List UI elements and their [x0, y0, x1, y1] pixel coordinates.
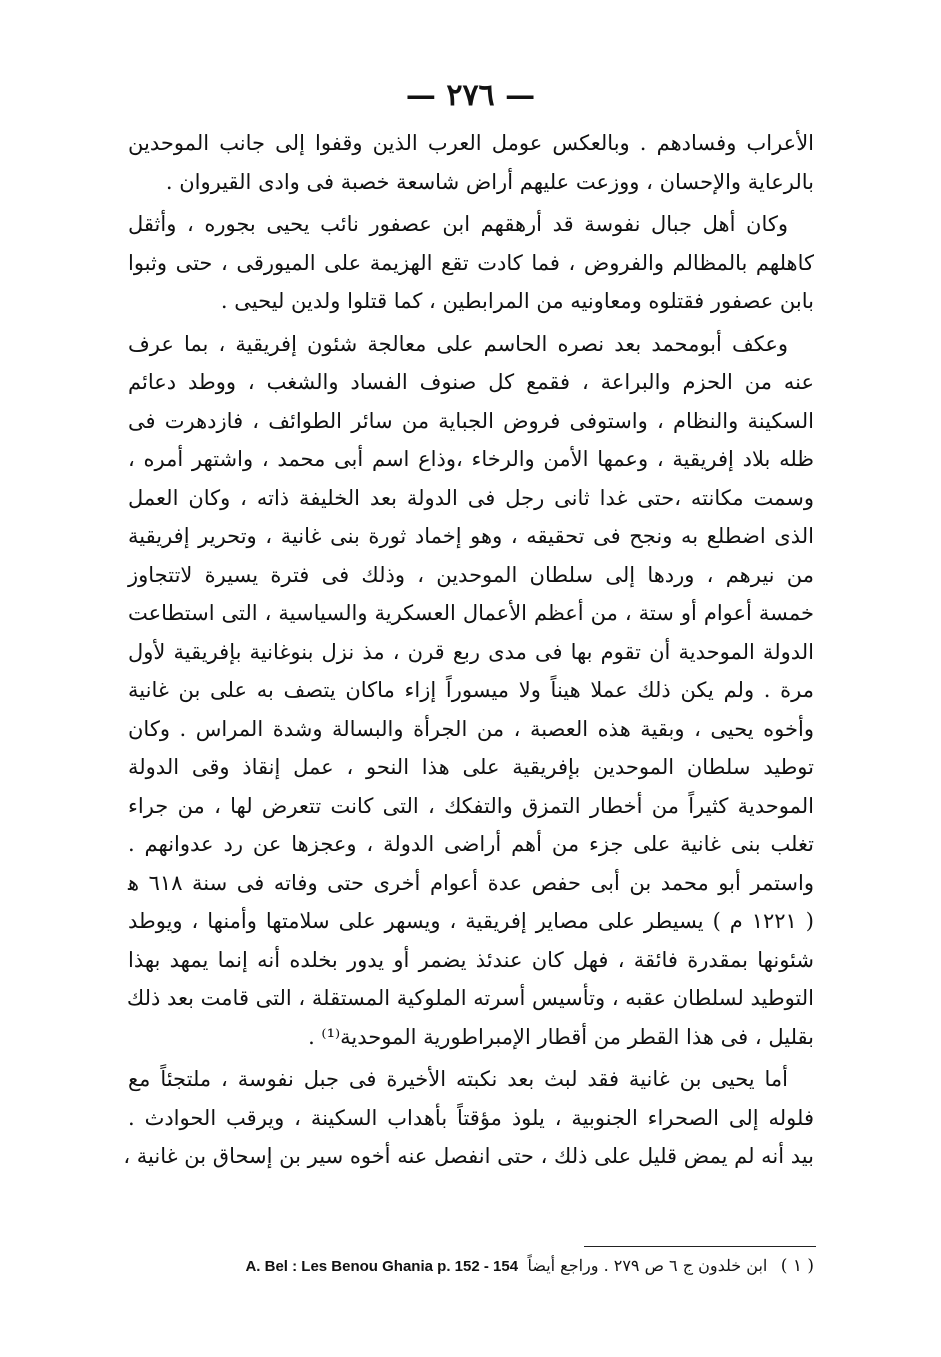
footnote-arabic-text: ابن خلدون ج ٦ ص ٢٧٩ . وراجع أيضاً [527, 1256, 768, 1275]
footnote-marker: ( ١ ) [780, 1256, 814, 1276]
text-line: تغلب بنى غانية على جزء من أهم أراضى الدولة ، وعجزها عن رد عدوانهم . [128, 832, 814, 856]
text-line: فلوله إلى الصحراء الجنوبية ، يلوذ مؤقتاً بأهداب السكينة ، ويرقب الحوادث . [128, 1105, 814, 1130]
text-line: وعكف أبومحمد بعد نصره الحاسم على معالجة شئون إفريقية ، بما عرف [128, 331, 788, 356]
footnote-divider [584, 1246, 816, 1247]
text-line: مرة . ولم يكن ذلك عملا هيناً ولا ميسوراً إزاء ماكان يتصف به على بن غانية [128, 678, 814, 702]
paragraph-3 [128, 325, 814, 1057]
text-line: وكان أهل جبال نفوسة قد أرهقهم ابن عصفور نائب يحيى بجوره ، وأثقل [128, 212, 788, 236]
text-line: بابن عصفور فقتلوه ومعاونيه من المرابطين ، كما قتلوا ولدين ليحيى . [220, 289, 814, 313]
text-line: كاهلهم بالمظالم والفروض ، فما كادت تقع الهزيمة على الميورقى ، حتى وثبوا [128, 250, 814, 275]
page-number: — ٢٧٦ — [405, 78, 536, 113]
text-line: التوطيد لسلطان عقبه ، وتأسيس أسرته الملوكية المستقلة ، التى قامت بعد ذلك [126, 986, 814, 1010]
paragraph-1 [128, 124, 814, 201]
text-line: وأخوه يحيى ، وبقية هذه العصبة ، من الجرأة والبسالة وشدة المراس . وكان [128, 716, 814, 741]
body-text [123, 124, 814, 1176]
text-line: توطيد سلطان الموحدين بإفريقية على هذا النحو ، عمل إنقاذ وقى الدولة [128, 755, 814, 779]
text-line: الموحدية كثيراً من أخطار التمزق والتفكك ، التى كانت تتعرض لها ، من جراء [128, 793, 814, 818]
paragraph-2 [128, 205, 814, 321]
text-line: بيد أنه لم يمض قليل على ذلك ، حتى انفصل عنه أخوه سير بن إسحاق بن غانية ، [123, 1144, 814, 1168]
text-line: شئونها بمقدرة فائقة ، فهل كان عندئذ يضمر أو يدور بخلده أنه إنما يمهد بهذا [128, 947, 814, 972]
footnote [128, 1256, 814, 1286]
text-line: الذى اضطلع به ونجح فى تحقيقه ، وهو إخماد ثورة بنى غانية ، وتحرير إفريقية [128, 524, 814, 548]
text-line: بالرعاية والإحسان ، ووزعت عليهم أراض شاسعة خصبة فى وادى القيروان . [165, 169, 814, 194]
text-line: السكينة والنظام ، واستوفى فروض الجباية من سائر الطوائف ، فازدهرت فى [128, 408, 814, 433]
text-line: خمسة أعوام أو ستة ، من أعظم الأعمال العسكرية والسياسية ، التى استطاعت [128, 601, 814, 625]
text-line: أما يحيى بن غانية فقد لبث بعد نكبته الأخيرة فى جبل نفوسة ، ملتجئاً مع [128, 1067, 788, 1091]
footnote-latin-reference: A. Bel : Les Benou Ghania p. 152 - 154 [245, 1258, 519, 1275]
text-line: وسمت مكانته ،حتى غدا ثانى رجل فى الدولة بعد الخليفة ذاته ، وكان العمل [128, 485, 814, 510]
text-line: بقليل ، فى هذا القطر من أقطار الإمبراطورية الموحدية⁽¹⁾ . [308, 1024, 814, 1049]
text-line: من نيرهم ، وردها إلى سلطان الموحدين ، وذلك فى فترة يسيرة لاتتجاوز [128, 562, 814, 587]
text-line: عنه من الحزم والبراعة ، فقمع كل صنوف الفساد والشغب ، ووطد دعائم [128, 370, 814, 394]
text-line: ( ١٢٢١ م ) يسيطر على مصاير إفريقية ، ويسهر على سلامتها وأمنها ، ويوطد [128, 909, 814, 933]
text-line: واستمر أبو محمد بن أبى حفص عدة أعوام أخرى حتى وفاته فى سنة ٦١٨ ﻫ [128, 870, 814, 895]
text-line: ظله بلاد إفريقية ، وعمها الأمن والرخاء ،وذاع اسم أبى محمد ، واشتهر أمره ، [128, 447, 814, 471]
text-line: الدولة الموحدية أن تقوم بها فى مدى ربع قرن ، مذ نزل بنوغانية بإفريقية لأول [128, 639, 814, 664]
text-line: الأعراب وفسادهم . وبالعكس عومل العرب الذين وقفوا إلى جانب الموحدين [128, 131, 814, 155]
paragraph-4 [123, 1060, 814, 1176]
